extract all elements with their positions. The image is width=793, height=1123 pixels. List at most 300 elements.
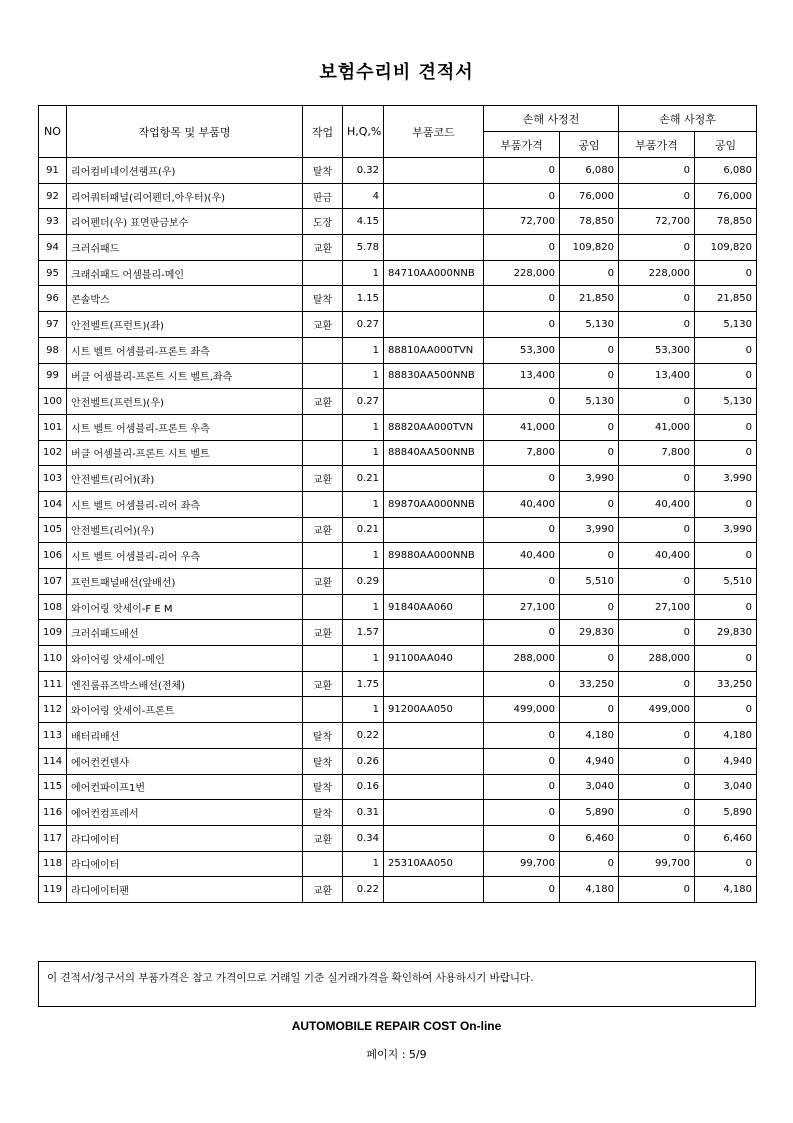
cell-item: 크래쉬패드 어셈블리-메인 [67,260,303,286]
cell-labor-before: 0 [560,646,619,672]
cell-code [384,723,484,749]
cell-part-price-before: 0 [484,389,560,415]
cell-work: 교환 [303,620,343,646]
cell-code [384,517,484,543]
cell-labor-after: 0 [695,337,757,363]
cell-labor-after: 3,040 [695,774,757,800]
cell-code [384,183,484,209]
cell-hq: 1 [343,363,384,389]
header-no: NO [39,106,67,158]
cell-no: 105 [39,517,67,543]
page-number: 페이지 : 5/9 [366,1048,427,1061]
cell-labor-after: 5,130 [695,312,757,338]
cell-item: 크러쉬패드배선 [67,620,303,646]
table-row [39,825,757,851]
cell-work: 교환 [303,671,343,697]
cell-item: 와이어링 앗세이-프론트 [67,697,303,723]
cell-part-price-before: 72,700 [484,209,560,235]
cell-hq: 1 [343,543,384,569]
cell-item: 에어컨컨덴샤 [67,748,303,774]
cell-labor-before: 0 [560,337,619,363]
cell-part-price-before: 0 [484,183,560,209]
cell-part-price-after: 0 [619,286,695,312]
cell-code [384,235,484,261]
cell-code [384,748,484,774]
cell-part-price-after: 0 [619,389,695,415]
cell-part-price-after: 499,000 [619,697,695,723]
cell-work: 도장 [303,209,343,235]
table-row [39,466,757,492]
cell-labor-before: 5,130 [560,389,619,415]
cell-part-price-before: 40,400 [484,543,560,569]
cell-part-price-after: 288,000 [619,646,695,672]
cell-part-price-after: 0 [619,620,695,646]
cell-hq: 0.22 [343,723,384,749]
header-labor-after: 공임 [695,132,757,158]
cell-labor-before: 0 [560,851,619,877]
cell-part-price-after: 40,400 [619,491,695,517]
cell-labor-after: 0 [695,543,757,569]
cell-part-price-before: 40,400 [484,491,560,517]
cell-code [384,286,484,312]
cell-part-price-after: 0 [619,183,695,209]
cell-code: 25310AA050 [384,851,484,877]
cell-part-price-after: 0 [619,466,695,492]
header-item: 작업항목 및 부품명 [67,106,303,158]
cell-no: 104 [39,491,67,517]
cell-labor-before: 5,510 [560,569,619,595]
cell-no: 96 [39,286,67,312]
table-row [39,158,757,184]
cell-code [384,312,484,338]
cell-part-price-after: 40,400 [619,543,695,569]
cell-item: 안전벨트(리어)(우) [67,517,303,543]
cell-hq: 4 [343,183,384,209]
footer-brand: AUTOMOBILE REPAIR COST On-line [291,1019,502,1033]
cell-labor-after: 0 [695,363,757,389]
cell-item: 시트 벨트 어셈블리-프론트 우측 [67,414,303,440]
cell-hq: 1.75 [343,671,384,697]
cell-no: 113 [39,723,67,749]
cell-part-price-after: 53,300 [619,337,695,363]
cell-labor-after: 5,890 [695,800,757,826]
cell-part-price-before: 0 [484,569,560,595]
table-row [39,517,757,543]
cell-no: 106 [39,543,67,569]
table-row [39,414,757,440]
estimate-table [38,105,757,903]
cell-item: 에어컨컴프레서 [67,800,303,826]
cell-labor-before: 4,180 [560,723,619,749]
header-code: 부품코드 [384,106,484,158]
cell-labor-before: 3,990 [560,466,619,492]
cell-no: 107 [39,569,67,595]
cell-work [303,414,343,440]
cell-hq: 0.32 [343,158,384,184]
cell-work: 탈착 [303,158,343,184]
cell-code: 89880AA000NNB [384,543,484,569]
cell-part-price-before: 0 [484,620,560,646]
cell-hq: 0.21 [343,466,384,492]
cell-code: 88810AA000TVN [384,337,484,363]
cell-work [303,543,343,569]
table-row [39,286,757,312]
cell-hq: 0.27 [343,389,384,415]
cell-hq: 1 [343,697,384,723]
table-row [39,723,757,749]
cell-labor-before: 33,250 [560,671,619,697]
cell-part-price-before: 0 [484,235,560,261]
cell-no: 98 [39,337,67,363]
table-row [39,363,757,389]
table-row [39,235,757,261]
table-row [39,877,757,903]
cell-no: 93 [39,209,67,235]
cell-item: 시트 벨트 어셈블리-프론트 좌측 [67,337,303,363]
cell-item: 엔진룸퓨즈박스배선(전체) [67,671,303,697]
cell-part-price-before: 0 [484,517,560,543]
cell-no: 111 [39,671,67,697]
cell-code: 89870AA000NNB [384,491,484,517]
header-labor-before: 공임 [560,132,619,158]
cell-part-price-after: 99,700 [619,851,695,877]
cell-labor-before: 109,820 [560,235,619,261]
cell-part-price-before: 13,400 [484,363,560,389]
cell-labor-after: 29,830 [695,620,757,646]
cell-no: 110 [39,646,67,672]
cell-part-price-before: 0 [484,748,560,774]
header-after: 손해 사정후 [619,106,757,132]
cell-labor-after: 0 [695,697,757,723]
cell-no: 94 [39,235,67,261]
cell-no: 109 [39,620,67,646]
cell-part-price-before: 41,000 [484,414,560,440]
cell-part-price-after: 0 [619,517,695,543]
cell-item: 리어펜더(우) 표면판금보수 [67,209,303,235]
cell-hq: 0.26 [343,748,384,774]
cell-part-price-before: 499,000 [484,697,560,723]
cell-part-price-before: 53,300 [484,337,560,363]
cell-work [303,851,343,877]
cell-no: 97 [39,312,67,338]
cell-hq: 0.27 [343,312,384,338]
cell-item: 와이어링 앗세이-F E M [67,594,303,620]
table-row [39,594,757,620]
cell-no: 112 [39,697,67,723]
cell-labor-after: 76,000 [695,183,757,209]
table-row [39,569,757,595]
cell-labor-before: 21,850 [560,286,619,312]
cell-part-price-after: 0 [619,877,695,903]
cell-code [384,877,484,903]
cell-no: 117 [39,825,67,851]
table-row [39,774,757,800]
cell-code [384,800,484,826]
cell-labor-before: 29,830 [560,620,619,646]
cell-part-price-after: 0 [619,774,695,800]
cell-labor-after: 5,510 [695,569,757,595]
cell-labor-after: 109,820 [695,235,757,261]
cell-work [303,260,343,286]
table-row [39,183,757,209]
cell-labor-after: 4,940 [695,748,757,774]
cell-part-price-before: 0 [484,466,560,492]
cell-labor-after: 0 [695,594,757,620]
table-row [39,697,757,723]
cell-part-price-after: 72,700 [619,209,695,235]
cell-part-price-before: 27,100 [484,594,560,620]
cell-item: 시트 벨트 어셈블리-리어 우측 [67,543,303,569]
cell-work: 교환 [303,235,343,261]
cell-labor-after: 0 [695,414,757,440]
cell-item: 리어컴비네이션램프(우) [67,158,303,184]
cell-labor-after: 4,180 [695,877,757,903]
cell-part-price-before: 0 [484,825,560,851]
notice-box [38,961,756,1007]
cell-work: 탈착 [303,800,343,826]
cell-no: 115 [39,774,67,800]
table-row [39,337,757,363]
cell-labor-before: 3,990 [560,517,619,543]
cell-work: 판금 [303,183,343,209]
cell-work [303,646,343,672]
cell-no: 99 [39,363,67,389]
cell-item: 안전벨트(프런트)(우) [67,389,303,415]
cell-hq: 5.78 [343,235,384,261]
table-row [39,491,757,517]
cell-work [303,594,343,620]
cell-labor-after: 3,990 [695,517,757,543]
cell-hq: 0.16 [343,774,384,800]
cell-labor-after: 33,250 [695,671,757,697]
cell-no: 114 [39,748,67,774]
cell-item: 라디에이터 [67,851,303,877]
table-row [39,209,757,235]
cell-code: 91200AA050 [384,697,484,723]
cell-item: 콘솔박스 [67,286,303,312]
cell-part-price-after: 0 [619,800,695,826]
cell-part-price-after: 0 [619,569,695,595]
cell-work: 교환 [303,389,343,415]
cell-labor-before: 5,890 [560,800,619,826]
cell-part-price-before: 0 [484,800,560,826]
notice-text: 이 견적서/청구서의 부품가격은 참고 가격이므로 거래일 기준 실거래가격을 확인하여 사용하시기 바랍니다. [47,972,534,984]
cell-work: 탈착 [303,748,343,774]
cell-item: 배터리배선 [67,723,303,749]
cell-labor-before: 0 [560,363,619,389]
header-work: 작업 [303,106,343,158]
cell-part-price-after: 0 [619,748,695,774]
table-row [39,620,757,646]
table-row [39,748,757,774]
cell-no: 102 [39,440,67,466]
cell-labor-after: 21,850 [695,286,757,312]
cell-item: 라디에이터 [67,825,303,851]
cell-part-price-after: 0 [619,671,695,697]
cell-item: 크러쉬패드 [67,235,303,261]
cell-hq: 1 [343,594,384,620]
cell-labor-before: 76,000 [560,183,619,209]
cell-item: 버클 어셈블리-프론트 시트 벨트 [67,440,303,466]
cell-hq: 4.15 [343,209,384,235]
cell-labor-after: 6,080 [695,158,757,184]
cell-work: 탈착 [303,286,343,312]
cell-no: 116 [39,800,67,826]
cell-part-price-before: 7,800 [484,440,560,466]
cell-labor-after: 4,180 [695,723,757,749]
cell-item: 라디에이터팬 [67,877,303,903]
cell-code: 88820AA000TVN [384,414,484,440]
cell-work [303,491,343,517]
cell-work: 교환 [303,877,343,903]
cell-hq: 1 [343,491,384,517]
cell-item: 에어컨파이프1번 [67,774,303,800]
cell-part-price-before: 0 [484,723,560,749]
cell-hq: 0.29 [343,569,384,595]
cell-work: 탈착 [303,723,343,749]
cell-code [384,158,484,184]
cell-labor-before: 4,940 [560,748,619,774]
cell-work: 교환 [303,569,343,595]
cell-no: 91 [39,158,67,184]
cell-labor-before: 0 [560,491,619,517]
cell-labor-after: 0 [695,260,757,286]
cell-code [384,389,484,415]
cell-item: 와이어링 앗세이-메인 [67,646,303,672]
cell-part-price-after: 41,000 [619,414,695,440]
cell-code [384,620,484,646]
cell-no: 103 [39,466,67,492]
cell-work: 교환 [303,517,343,543]
cell-part-price-before: 288,000 [484,646,560,672]
cell-labor-after: 0 [695,646,757,672]
cell-no: 95 [39,260,67,286]
cell-labor-after: 5,130 [695,389,757,415]
cell-item: 안전벨트(리어)(좌) [67,466,303,492]
cell-part-price-after: 0 [619,825,695,851]
cell-hq: 1 [343,260,384,286]
cell-code: 91100AA040 [384,646,484,672]
cell-part-price-before: 0 [484,286,560,312]
cell-part-price-before: 99,700 [484,851,560,877]
cell-labor-before: 5,130 [560,312,619,338]
cell-work [303,697,343,723]
cell-part-price-after: 0 [619,723,695,749]
table-row [39,851,757,877]
cell-work: 교환 [303,466,343,492]
cell-labor-before: 3,040 [560,774,619,800]
cell-code [384,466,484,492]
cell-no: 101 [39,414,67,440]
cell-labor-before: 4,180 [560,877,619,903]
header-hq: H,Q,% [343,106,384,158]
cell-no: 92 [39,183,67,209]
cell-labor-before: 0 [560,414,619,440]
cell-hq: 1 [343,414,384,440]
table-row [39,260,757,286]
cell-work: 교환 [303,825,343,851]
cell-code [384,774,484,800]
table-body [39,158,757,903]
header-part-price-before: 부품가격 [484,132,560,158]
table-row [39,312,757,338]
cell-code [384,569,484,595]
cell-hq: 0.31 [343,800,384,826]
cell-labor-before: 0 [560,260,619,286]
cell-item: 리어쿼터패널(리어펜더,아우터)(우) [67,183,303,209]
cell-labor-before: 78,850 [560,209,619,235]
cell-no: 119 [39,877,67,903]
cell-code [384,209,484,235]
cell-part-price-after: 13,400 [619,363,695,389]
cell-part-price-before: 0 [484,671,560,697]
cell-labor-before: 0 [560,697,619,723]
cell-labor-after: 0 [695,851,757,877]
cell-labor-before: 0 [560,594,619,620]
cell-labor-before: 6,080 [560,158,619,184]
cell-part-price-before: 0 [484,877,560,903]
cell-part-price-after: 0 [619,312,695,338]
cell-hq: 0.21 [343,517,384,543]
cell-part-price-after: 228,000 [619,260,695,286]
cell-no: 108 [39,594,67,620]
cell-code [384,671,484,697]
cell-code [384,825,484,851]
cell-item: 프런트패널배선(앞배선) [67,569,303,595]
cell-labor-after: 6,460 [695,825,757,851]
cell-part-price-after: 7,800 [619,440,695,466]
cell-part-price-before: 0 [484,312,560,338]
cell-code: 88840AA500NNB [384,440,484,466]
cell-part-price-after: 0 [619,158,695,184]
cell-labor-after: 78,850 [695,209,757,235]
cell-labor-before: 6,460 [560,825,619,851]
cell-code: 91840AA060 [384,594,484,620]
cell-work [303,440,343,466]
cell-part-price-after: 0 [619,235,695,261]
table-row [39,543,757,569]
table-row [39,800,757,826]
table-row [39,646,757,672]
cell-hq: 1 [343,440,384,466]
table-row [39,389,757,415]
cell-work: 교환 [303,312,343,338]
cell-hq: 1.15 [343,286,384,312]
cell-work: 탈착 [303,774,343,800]
cell-part-price-after: 27,100 [619,594,695,620]
cell-hq: 1 [343,851,384,877]
header-part-price-after: 부품가격 [619,132,695,158]
cell-part-price-before: 0 [484,774,560,800]
cell-part-price-before: 0 [484,158,560,184]
cell-work [303,363,343,389]
cell-item: 안전벨트(프런트)(좌) [67,312,303,338]
cell-part-price-before: 228,000 [484,260,560,286]
cell-hq: 1 [343,337,384,363]
document-title: 보험수리비 견적서 [319,62,474,83]
cell-work [303,337,343,363]
cell-item: 버클 어셈블리-프론트 시트 벨트,좌측 [67,363,303,389]
cell-labor-before: 0 [560,440,619,466]
cell-no: 118 [39,851,67,877]
header-before: 손해 사정전 [484,106,619,132]
cell-labor-after: 3,990 [695,466,757,492]
cell-item: 시트 벨트 어셈블리-리어 좌측 [67,491,303,517]
cell-hq: 0.34 [343,825,384,851]
table-row [39,440,757,466]
cell-labor-after: 0 [695,491,757,517]
cell-code: 84710AA000NNB [384,260,484,286]
